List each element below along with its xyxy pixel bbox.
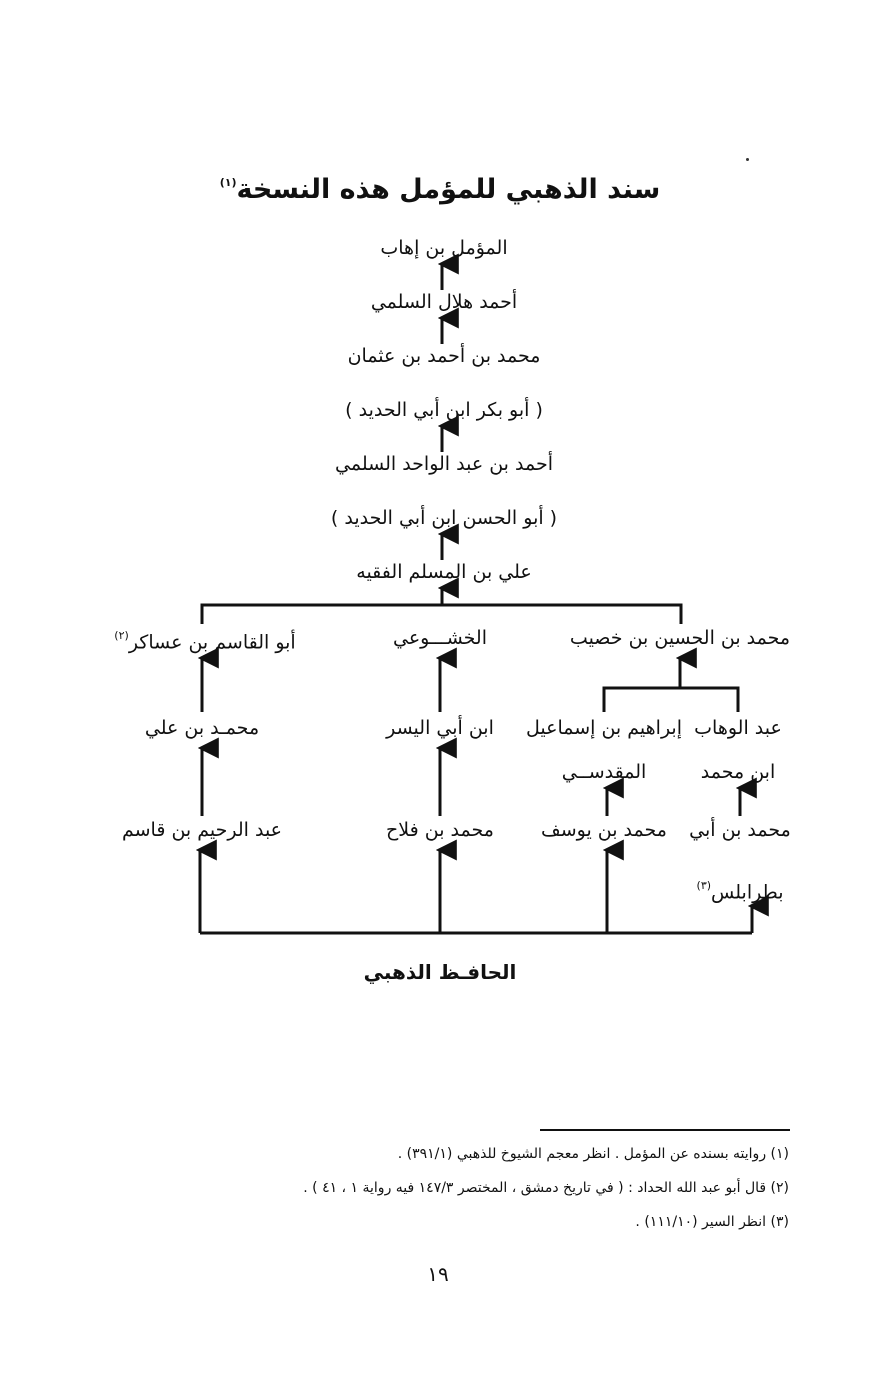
left-level-3: عبد الرحيم بن قاسم xyxy=(121,819,283,841)
bottom-narrator: الحافـظ الذهبي xyxy=(363,960,517,984)
chain-item-4: ( أبو بكر ابن أبي الحديد ) xyxy=(345,399,543,421)
branch-left-text: أبو القاسم بن عساكر xyxy=(128,631,296,654)
sub-right-b-line2: المقدســي xyxy=(561,761,647,783)
footnote-1: (١) روايته بسنده عن المؤمل . انظر معجم الشيوخ للذهبي (٣٩١/١) . xyxy=(397,1146,789,1162)
chain-item-5: أحمد بن عبد الواحد السلمي xyxy=(335,453,553,475)
footnote-3: (٣) انظر السير (١١١/١٠) . xyxy=(635,1214,789,1230)
footnote-2: (٢) قال أبو عبد الله الحداد : ( في تاريخ دمشق ، المختصر ١٤٧/٣ فيه رواية ١ ، ٤١ ) . xyxy=(303,1180,789,1196)
chain-item-6: ( أبو الحسن ابن أبي الحديد ) xyxy=(330,507,558,529)
chain-item-2: أحمد هلال السلمي xyxy=(370,291,518,313)
sub-right-a-line2: ابن محمد xyxy=(700,761,776,783)
chain-item-3: محمد بن أحمد بن عثمان xyxy=(347,345,541,367)
sub-right-a-line1: عبد الوهاب xyxy=(694,717,782,739)
title-footnote-mark: (١) xyxy=(219,176,237,189)
chain-item-7: علي بن المسلم الفقيه xyxy=(356,561,532,583)
branch-right: محمد بن الحسين بن خصيب xyxy=(569,627,791,649)
right-b-level-3: محمد بن يوسف xyxy=(541,819,667,841)
sub-right-b-line1: إبراهيم بن إسماعيل xyxy=(526,717,682,739)
chain-item-1: المؤمل بن إهاب xyxy=(380,237,508,259)
left-level-2: محمـد بن علي xyxy=(144,717,260,739)
title-text: سند الذهبي للمؤمل هذه النسخة xyxy=(236,174,661,205)
far-right-level-3-line2-text: بطرابلس xyxy=(711,881,784,904)
branch-left-footnote-mark: (٢) xyxy=(114,629,129,642)
far-right-footnote-mark: (٣) xyxy=(696,879,712,892)
middle-level-2: ابن أبي اليسر xyxy=(386,717,494,739)
branch-middle: الخشـــوعي xyxy=(393,627,487,649)
far-right-level-3-line1: محمد بن أبي xyxy=(689,819,791,841)
middle-level-3: محمد بن فلاح xyxy=(386,819,494,841)
page-number: ١٩ xyxy=(427,1262,449,1286)
